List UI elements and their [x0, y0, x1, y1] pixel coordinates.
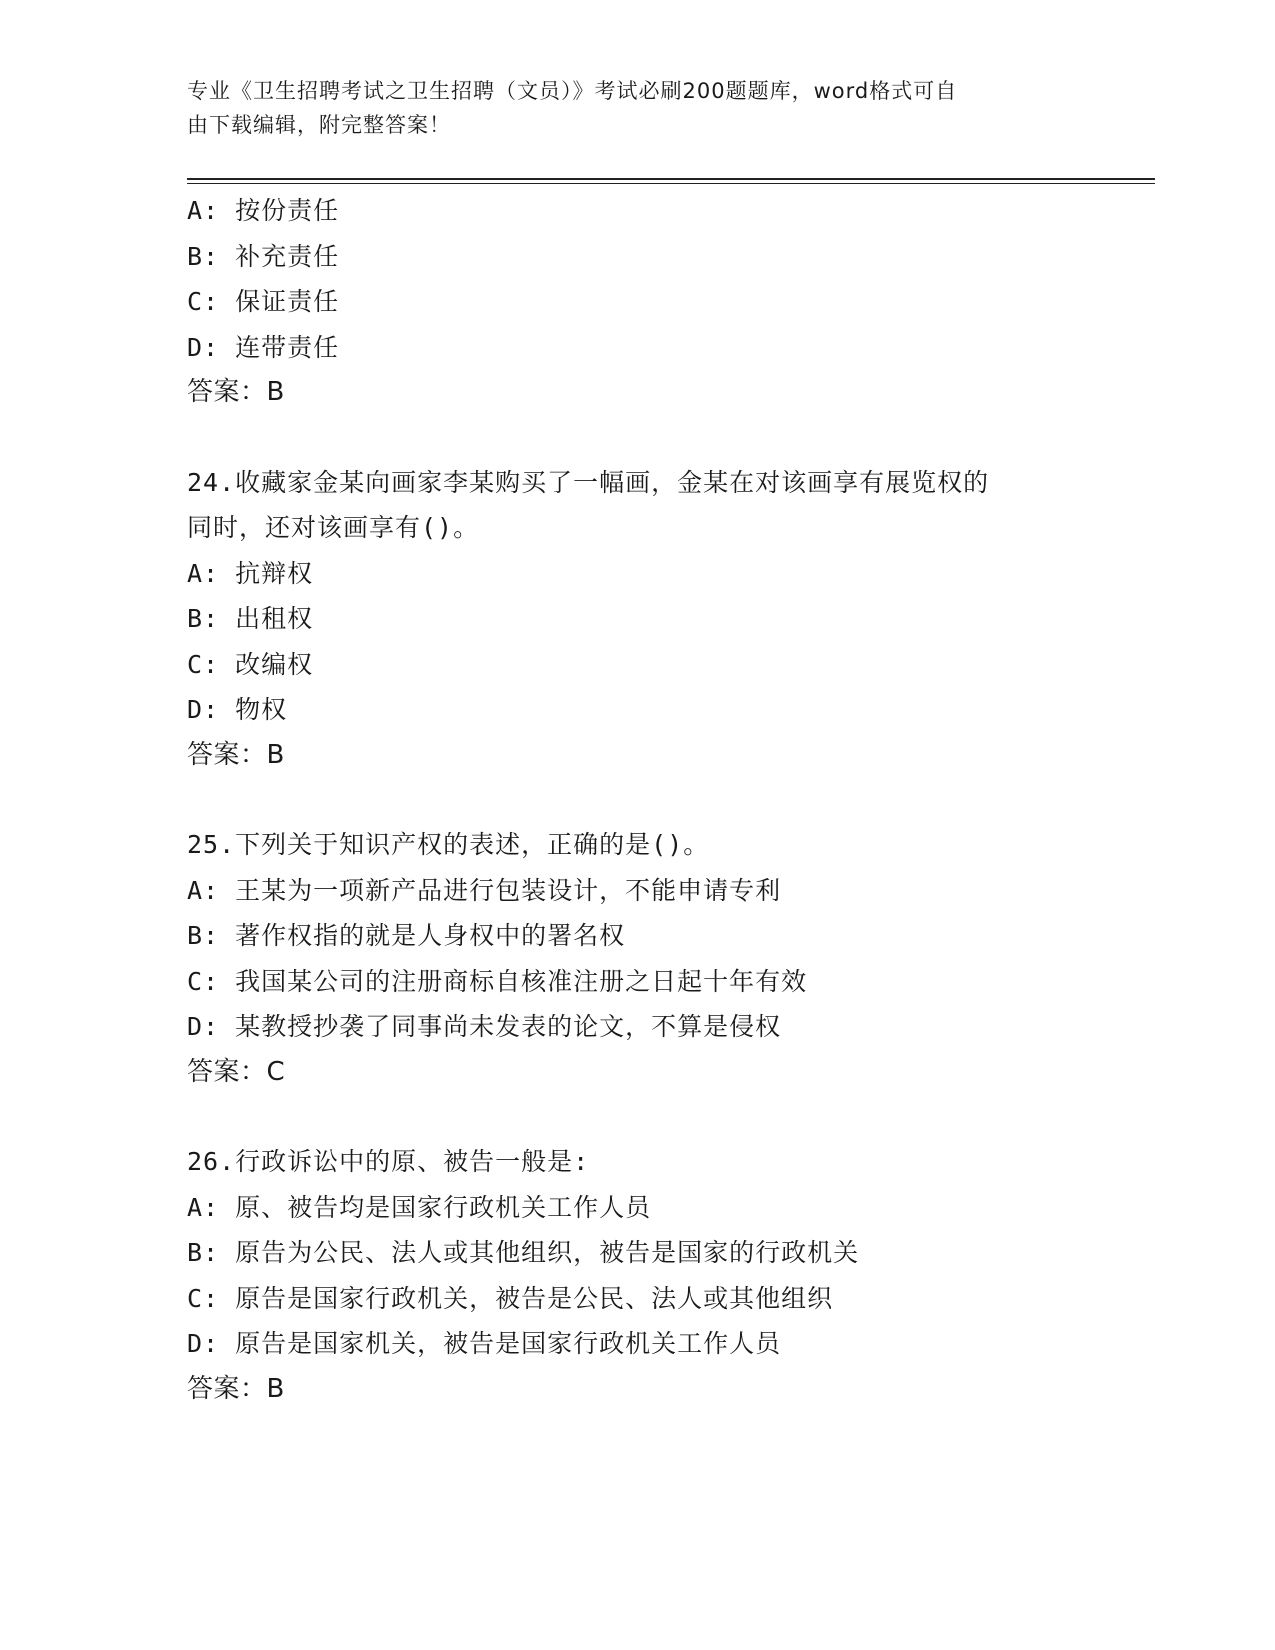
- header-line-1: 专业《卫生招聘考试之卫生招聘（文员）》考试必刷200题题库，word格式可自: [187, 79, 958, 103]
- header-rule-thick: [187, 178, 1155, 180]
- answer-line: 答案：C: [187, 1056, 286, 1087]
- question-block: [187, 1139, 1147, 1412]
- option-c: C: 我国某公司的注册商标自核准注册之日起十年有效: [187, 966, 808, 996]
- option-d: D: 物权: [187, 695, 288, 724]
- header-line-2: 由下载编辑，附完整答案！: [187, 113, 451, 137]
- option-c: C: 原告是国家行政机关，被告是公民、法人或其他组织: [187, 1283, 834, 1313]
- question-stem: 25.下列关于知识产权的表述，正确的是()。: [187, 830, 710, 859]
- option-b: B: 补充责任: [187, 241, 340, 271]
- answer-line: 答案：B: [187, 1373, 285, 1404]
- option-a: A: 按份责任: [187, 196, 340, 225]
- question-block: [187, 822, 1147, 1095]
- question-block: [187, 460, 1147, 779]
- option-a: A: 抗辩权: [187, 558, 314, 588]
- question-stem: 24.收藏家金某向画家李某购买了一幅画，金某在对该画享有展览权的: [187, 467, 990, 497]
- option-c: C: 改编权: [187, 649, 314, 679]
- option-b: B: 出租权: [187, 604, 314, 633]
- option-b: B: 原告为公民、法人或其他组织，被告是国家的行政机关: [187, 1238, 860, 1267]
- header-rule-thin: [187, 183, 1155, 184]
- option-b: B: 著作权指的就是人身权中的署名权: [187, 921, 626, 950]
- answer-line: 答案：B: [187, 377, 285, 407]
- question-stem: 同时，还对该画享有()。: [187, 513, 480, 542]
- question-block: [187, 188, 1147, 416]
- option-d: D: 连带责任: [187, 332, 340, 362]
- option-d: D: 原告是国家机关，被告是国家行政机关工作人员: [187, 1329, 782, 1358]
- option-a: A: 王某为一项新产品进行包装设计，不能申请专利: [187, 875, 782, 905]
- document-header: [187, 74, 1067, 142]
- option-d: D: 某教授抄袭了同事尚未发表的论文，不算是侵权: [187, 1012, 782, 1041]
- question-list: [187, 188, 1147, 1412]
- question-stem: 26.行政诉讼中的原、被告一般是:: [187, 1147, 590, 1176]
- option-a: A: 原、被告均是国家行政机关工作人员: [187, 1192, 652, 1222]
- option-c: C: 保证责任: [187, 287, 340, 316]
- answer-line: 答案：B: [187, 739, 285, 770]
